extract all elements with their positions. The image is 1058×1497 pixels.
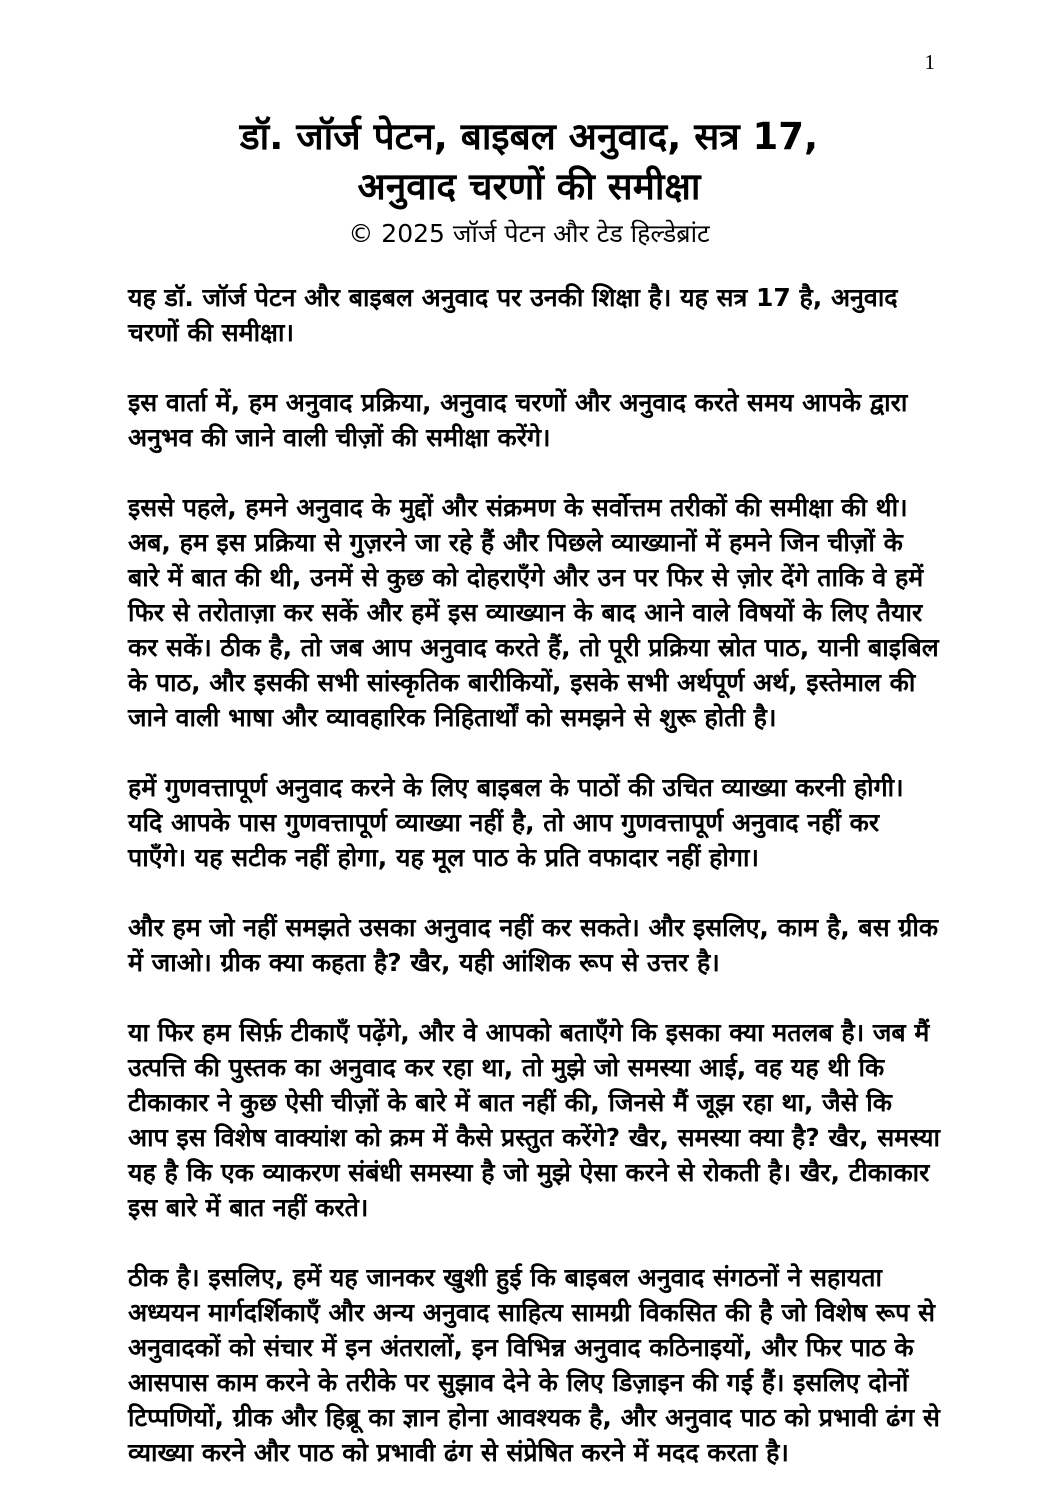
title-line-1: डॉ. जॉर्ज पेटन, बाइबल अनुवाद, सत्र 17, xyxy=(239,115,819,158)
paragraph-5: और हम जो नहीं समझते उसका अनुवाद नहीं कर सकते। और इसलिए, काम है, बस ग्रीक में जाओ। ग्रीक क्या कहता है? खैर, यही आंशिक रूप से उत्तर है। xyxy=(128,913,939,977)
document-body xyxy=(128,280,940,1470)
copyright-line: © 2025 जॉर्ज पेटन और टेड हिल्डेब्रांट xyxy=(348,219,710,248)
paragraph-7: ठीक है। इसलिए, हमें यह जानकर खुशी हुई कि बाइबल अनुवाद संगठनों ने सहायता अध्ययन मार्गदर्शिकाएँ और अन्य अनुवाद साहित्य सामग्री विकसित की है जो विशेष रूप से अनुवादकों को संचार में इन अंतरालों, इन विभिन्न अनुवाद कठिनाइयों, और फिर पाठ के आसपास काम करने के तरीके पर सुझाव देने के लिए डिज़ाइन की गई हैं। इसलिए दोनों टिप्पणियों, ग्रीक और हिब्रू का ज्ञान होना आवश्यक है, और अनुवाद पाठ को प्रभावी ढंग से व्याख्या करने और पाठ को प्रभावी ढंग से संप्रेषित करने में मदद करता है। xyxy=(128,1263,940,1467)
paragraph-6: या फिर हम सिर्फ़ टीकाएँ पढ़ेंगे, और वे आपको बताएँगे कि इसका क्या मतलब है। जब मैं उत्पत्ति की पुस्तक का अनुवाद कर रहा था, तो मुझे जो समस्या आई, वह यह थी कि टीकाकार ने कुछ ऐसी चीज़ों के बारे में बात नहीं की, जिनसे मैं जूझ रहा था, जैसे कि आप इस विशेष वाक्यांश को क्रम में कैसे प्रस्तुत करेंगे? खैर, समस्या क्या है? खैर, समस्या यह है कि एक व्याकरण संबंधी समस्या है जो मुझे ऐसा करने से रोकती है। खैर, टीकाकार इस बारे में बात नहीं करते। xyxy=(128,1018,940,1222)
document-title xyxy=(0,112,1058,212)
page-number: 1 xyxy=(924,50,935,74)
title-line-2: अनुवाद चरणों की समीक्षा xyxy=(357,165,701,208)
paragraph-4: हमें गुणवत्तापूर्ण अनुवाद करने के लिए बाइबल के पाठों की उचित व्याख्या करनी होगी। यदि आपके पास गुणवत्तापूर्ण व्याख्या नहीं है, तो आप गुणवत्तापूर्ण अनुवाद नहीं कर पाएँगे। यह सटीक नहीं होगा, यह मूल पाठ के प्रति वफादार नहीं होगा। xyxy=(128,773,904,872)
paragraph-2: इस वार्ता में, हम अनुवाद प्रक्रिया, अनुवाद चरणों और अनुवाद करते समय आपके द्वारा अनुभव की जाने वाली चीज़ों की समीक्षा करेंगे। xyxy=(128,388,908,452)
paragraph-1: यह डॉ. जॉर्ज पेटन और बाइबल अनुवाद पर उनकी शिक्षा है। यह सत्र 17 है, अनुवाद चरणों की समीक्षा। xyxy=(128,283,898,347)
paragraph-3: इससे पहले, हमने अनुवाद के मुद्दों और संक्रमण के सर्वोत्तम तरीकों की समीक्षा की थी। अब, हम इस प्रक्रिया से गुज़रने जा रहे हैं और पिछले व्याख्यानों में हमने जिन चीज़ों के बारे में बात की थी, उनमें से कुछ को दोहराएँगे और उन पर फिर से ज़ोर देंगे ताकि वे हमें फिर से तरोताज़ा कर सकें और हमें इस व्याख्यान के बाद आने वाले विषयों के लिए तैयार कर सकें। ठीक है, तो जब आप अनुवाद करते हैं, तो पूरी प्रक्रिया स्रोत पाठ, यानी बाइबिल के पाठ, और इसकी सभी सांस्कृतिक बारीकियों, इसके सभी अर्थपूर्ण अर्थ, इस्तेमाल की जाने वाली भाषा और व्यावहारिक निहितार्थों को समझने से शुरू होती है। xyxy=(128,493,939,732)
